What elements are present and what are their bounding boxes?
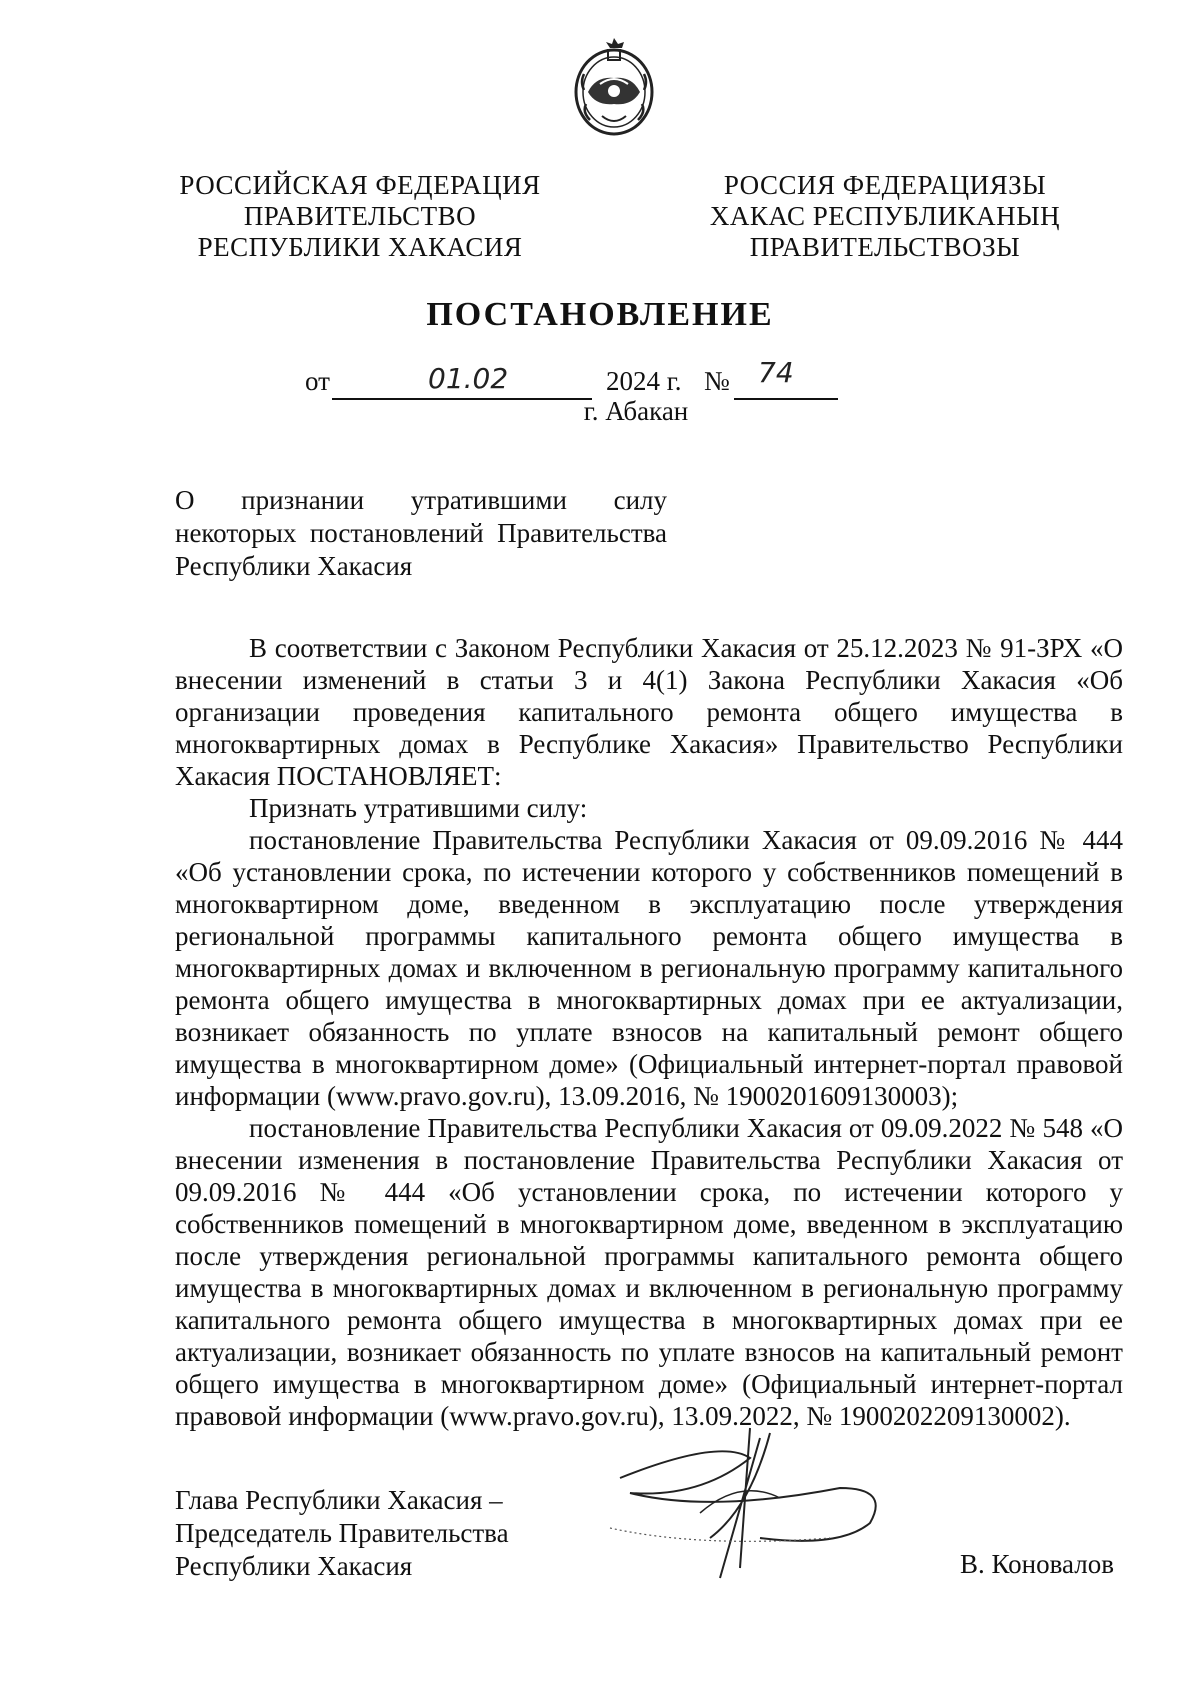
signer-name: В. Коновалов (960, 1549, 1114, 1579)
document-title: ПОСТАНОВЛЕНИЕ (426, 296, 774, 333)
signatory-line: Глава Республики Хакасия – (175, 1485, 503, 1515)
header-left (175, 170, 545, 263)
subject-line: О признании утратившими силу (175, 485, 667, 515)
signatory-position (175, 1484, 515, 1583)
document-body (175, 632, 1123, 1432)
handwritten-signature-icon (600, 1418, 900, 1598)
coat-of-arms-icon (566, 34, 662, 142)
number-label: № (704, 366, 730, 396)
date-value: 01.02 (428, 362, 509, 395)
subject-line: Республики Хакасия (175, 551, 413, 581)
header-right-line: ХАКАС РЕСПУБЛИКАНЫҢ (709, 201, 1061, 231)
header-left-line: ПРАВИТЕЛЬСТВО (243, 201, 477, 231)
document-subject (175, 484, 667, 583)
header-left-line: РЕСПУБЛИКИ ХАКАСИЯ (197, 232, 523, 262)
year-label: 2024 г. (606, 366, 682, 396)
header-right-line: ПРАВИТЕЛЬСТВОЗЫ (749, 232, 1021, 262)
city: г. Абакан (583, 396, 689, 426)
signatory-line: Председатель Правительства (175, 1518, 509, 1548)
body-paragraph: Признать утратившими силу: (249, 793, 588, 823)
signatory-line: Республики Хакасия (175, 1551, 413, 1581)
number-value: 74 (758, 356, 794, 389)
from-label: от (305, 366, 330, 396)
body-paragraph: постановление Правительства Республики Хакасия от 09.09.2016 № 444 «Об установлении срока, по истечении которого у собственников помещений в многоквартирном доме, введенном в эксплуатацию после утверждения региональной программы капитального ремонта общего имущества в многоквартирных домах и включенном в региональную программу капитального ремонта общего имущества в многоквартирных домах при ее актуализации, возникает обязанность по уплате взносов на капитальный ремонт общего имущества в многоквартирном доме» (Официальный интернет-портал правовой информации (www.pravo.gov.ru), 13.09.2016, № 1900201609130003); (175, 825, 1123, 1111)
header-right-line: РОССИЯ ФЕДЕРАЦИЯЗЫ (723, 170, 1047, 200)
subject-line: некоторых постановлений Правительства (175, 518, 667, 548)
body-paragraph: постановление Правительства Республики Хакасия от 09.09.2022 № 548 «О внесении изменения в постановление Правительства Республики Хакасия от 09.09.2016 № 444 «Об установлении срока, по истечении которого у собственников помещений в многоквартирном доме, введенном в эксплуатацию после утверждения региональной программы капитального ремонта общего имущества в многоквартирных домах и включенном в региональную программу капитального ремонта общего имущества в многоквартирных домах при ее актуализации, возникает обязанность по уплате взносов на капитальный ремонт общего имущества в многоквартирном доме» (Официальный интернет-портал правовой информации (www.pravo.gov.ru), 13.09.2022, № 1900202209130002). (175, 1113, 1123, 1431)
header-left-line: РОССИЙСКАЯ ФЕДЕРАЦИЯ (179, 170, 541, 200)
body-paragraph: В соответствии с Законом Республики Хакасия от 25.12.2023 № 91-ЗРХ «О внесении изменений в статьи 3 и 4(1) Закона Республики Хакасия «Об организации проведения капитального ремонта общего имущества в многоквартирных домах в Республике Хакасия» Правительство Республики Хакасия ПОСТАНОВЛЯЕТ: (175, 633, 1123, 791)
header-right (700, 170, 1070, 263)
